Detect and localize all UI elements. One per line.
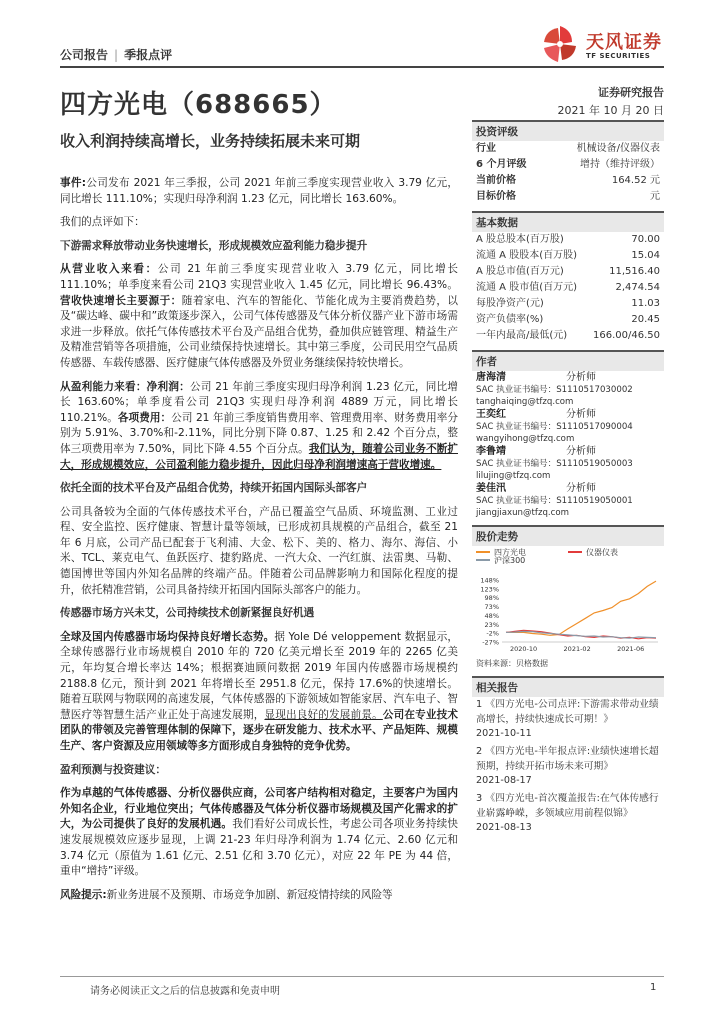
author-entry bbox=[472, 408, 664, 421]
author-entry bbox=[472, 482, 664, 495]
profit-paragraph bbox=[60, 380, 458, 474]
author-name: 李鲁靖 bbox=[476, 446, 506, 457]
related-section-title: 相关报告 bbox=[472, 676, 664, 697]
basic-data-key: A 股总股本(百万股) bbox=[476, 234, 564, 245]
author-cert: SAC 执业证书编号：S1110519050001 bbox=[476, 496, 633, 506]
author-name: 唐海清 bbox=[476, 372, 506, 383]
basic-data-table bbox=[472, 232, 664, 344]
our-view: 我们的点评如下： bbox=[60, 216, 145, 229]
rating-row bbox=[472, 157, 664, 173]
rating-value: 增持（维持评级） bbox=[580, 159, 660, 170]
basic-data-value: 20.45 bbox=[631, 314, 660, 325]
report-type: 证券研究报告 bbox=[598, 86, 664, 99]
author-cert: SAC 执业证书编号：S1110517090004 bbox=[476, 422, 633, 432]
rating-value: 164.52 元 bbox=[611, 175, 660, 186]
related-report-date: 2021-10-11 bbox=[476, 728, 532, 739]
profit-label: 从盈利能力来看：净利润： bbox=[60, 380, 191, 393]
related-report-title: 1 《四方光电-公司点评:下游需求带动业绩高增长，持续快速成长可期！》 bbox=[476, 699, 659, 725]
y-tick-label: -2% bbox=[486, 629, 499, 638]
basic-data-value: 70.00 bbox=[631, 234, 660, 245]
basic-data-row bbox=[472, 296, 664, 312]
series-line bbox=[506, 581, 656, 635]
rating-key: 6 个月评级 bbox=[476, 159, 527, 170]
x-tick-label: 2020-10 bbox=[510, 645, 538, 653]
rating-row bbox=[472, 189, 664, 205]
expense-label: 各项费用： bbox=[117, 411, 172, 424]
sidebar bbox=[472, 120, 664, 838]
category-separator: | bbox=[114, 48, 119, 62]
author-cert: SAC 执业证书编号：S1110519050003 bbox=[476, 459, 633, 469]
basic-data-value: 15.04 bbox=[631, 250, 660, 261]
x-tick-label: 2021-06 bbox=[617, 645, 645, 653]
revenue-paragraph bbox=[60, 262, 458, 371]
y-tick-label: 148% bbox=[480, 576, 499, 585]
event-label: 事件: bbox=[60, 177, 87, 189]
stock-price-chart bbox=[472, 546, 664, 656]
basic-data-row bbox=[472, 232, 664, 248]
section-heading-2: 依托全面的技术平台及产品组合优势，持续开拓国内国际头部客户 bbox=[60, 482, 368, 495]
author-name: 王奕红 bbox=[476, 409, 506, 420]
report-category bbox=[60, 46, 172, 63]
basic-data-key: 每股净资产(元) bbox=[476, 298, 544, 309]
basic-data-row bbox=[472, 264, 664, 280]
related-report-title: 3 《四方光电-首次覆盖报告:在气体传感行业崭露峥嵘，多领域应用前程似锦》 bbox=[476, 793, 659, 819]
tf-securities-logo bbox=[538, 22, 668, 70]
author-email: tanghaiqing@tfzq.com bbox=[476, 397, 574, 407]
basic-data-key: 一年内最高/最低(元) bbox=[476, 330, 568, 341]
author-email: jiangjiaxun@tfzq.com bbox=[476, 508, 570, 518]
basic-data-key: 流通 A 股市值(百万元) bbox=[476, 282, 578, 293]
category-label: 公司报告 bbox=[60, 48, 109, 62]
market-text: 据 Yole Dé veloppement 数据显示，全球传感器行业市场规模自 2010 年的 720 亿美元增长至 2019 年的 2265 亿美元，年均复合增长率达 14%；根据赛迪顾问数据 2019 年国内传感器市场规模约 2188.8 亿元，预计到 2021 年将增长至 2951.8 亿元，保持 17.6%的快速增长。随着互联网与物联网的高速发展，气体传感器的下游领域如智能家居、汽车电子、智慧医疗等智慧生活产业正处于高速发展期， bbox=[60, 630, 458, 721]
x-tick-label: 2021-02 bbox=[563, 645, 591, 653]
y-tick-label: 73% bbox=[484, 603, 499, 612]
risk-label: 风险提示: bbox=[60, 888, 107, 901]
author-name: 姜佳汛 bbox=[476, 483, 506, 494]
forecast-paragraph bbox=[60, 786, 458, 880]
related-report-date: 2021-08-17 bbox=[476, 775, 532, 786]
revenue-reason-label: 营收快速增长主要源于： bbox=[60, 294, 182, 307]
section-heading-4: 盈利预测与投资建议： bbox=[60, 763, 166, 776]
basic-data-value: 11,516.40 bbox=[609, 266, 660, 277]
basic-data-row bbox=[472, 312, 664, 328]
author-cert: SAC 执业证书编号：S1110517030002 bbox=[476, 385, 633, 395]
event-text: 公司发布 2021 年三季报，公司 2021 年前三季度实现营业收入 3.79 亿元，同比增长 111.10%；实现归母净利润 1.23 亿元，同比增长 163.60%。 bbox=[60, 177, 458, 205]
legend-label: 四方光电 bbox=[494, 548, 526, 557]
market-underline: 显现出良好的发展前景。 bbox=[264, 708, 383, 721]
revenue-reason-text: 随着家电、汽车的智能化、节能化成为主要消费趋势，以及“碳达峰、碳中和”政策逐步深入，公司气体传感器及气体分析仪器产业下游市场需求进一步释放。依托气体传感技术平台及产品组合优势，叠加供应链管理、精益生产及精准营销等各项措施，公司业绩保持快速增长。其中第三季度，公司民用空气品质传感器、车载传感器、医疗健康气体传感器及外贸业务继续保持较快增长。 bbox=[60, 294, 459, 369]
basic-data-row bbox=[472, 248, 664, 264]
rating-section-title: 投资评级 bbox=[472, 120, 664, 141]
y-tick-label: -27% bbox=[482, 638, 499, 647]
y-tick-label: 23% bbox=[484, 620, 499, 629]
subcategory-label: 季报点评 bbox=[124, 48, 173, 62]
author-role: 分析师 bbox=[566, 483, 596, 494]
chart-section-title: 股价走势 bbox=[472, 525, 664, 546]
y-tick-label: 48% bbox=[484, 611, 499, 620]
rating-key: 目标价格 bbox=[476, 191, 516, 202]
author-email: wangyihong@tfzq.com bbox=[476, 434, 575, 444]
rating-value: 元 bbox=[650, 191, 660, 202]
revenue-label: 从营业收入来看： bbox=[60, 263, 158, 276]
tech-paragraph: 公司具备较为全面的气体传感技术平台，产品已覆盖空气品质、环境监测、工业过程、安全监控、医疗健康、智慧计量等领域，已形成初具规模的产品组合，截至 21 年 6 月底，公司产品已配套于飞利浦、大金、松下、美的、格力、海尔、海信、小米、TCL、莱克电气、鱼跃医疗、捷豹路虎、一汽大众、一汽红旗、法雷奥、马勒、德国博世等国内外知名品牌的终端产品。伴随着公司品牌影响力和国际化程度的提升，依托精准营销，公司具备持续开拓国内国际头部客户的能力。 bbox=[60, 505, 458, 596]
pinwheel-logo-icon bbox=[538, 22, 582, 68]
related-report-title: 2 《四方光电-半年报点评:业绩快速增长超预期，持续开拓市场未来可期》 bbox=[476, 746, 659, 772]
risk-text: 新业务进展不及预期、市场竞争加剧、新冠疫情持续的风险等 bbox=[106, 888, 393, 901]
author-role: 分析师 bbox=[566, 372, 596, 383]
basics-section-title: 基本数据 bbox=[472, 211, 664, 232]
author-role: 分析师 bbox=[566, 446, 596, 457]
related-reports-list bbox=[472, 697, 664, 838]
legend-label: 沪深300 bbox=[494, 556, 526, 565]
rating-table bbox=[472, 141, 664, 205]
legend-label: 仪器仪表 bbox=[586, 548, 618, 557]
forecast-text: 我们看好公司成长性，考虑公司各项业务持续快速发展规模效应逐步显现，上调 21-23 年归母净利润为 1.74 亿元、2.60 亿元和 3.74 亿元（原值为 1.61 亿元、2.51 亿和 3.70 亿元），对应 22 年 PE 为 44 倍，重申“增持”评级。 bbox=[60, 818, 459, 878]
basic-data-value: 11.03 bbox=[631, 298, 660, 309]
footer-divider bbox=[60, 976, 664, 977]
forecast-bold: 作为卓越的气体传感器、分析仪器供应商，公司客户结构相对稳定，主要客户为国内外知名企业，行业地位突出；气体传感器及气体分析仪器市场规模及国产化需求的扩大，为公司提供了良好的发展机遇。 bbox=[60, 787, 458, 831]
risk-paragraph bbox=[60, 888, 458, 904]
report-headline: 收入利润持续高增长，业务持续拓展未来可期 bbox=[60, 132, 361, 150]
market-paragraph bbox=[60, 630, 458, 755]
y-tick-label: 98% bbox=[484, 594, 499, 603]
rating-row bbox=[472, 141, 664, 157]
profit-text: 公司 21 年前三季度实现归母净利润 1.23 亿元，同比增长 163.60%；单季度看公司 21Q3 实现归母净利润 4889 万元，同比增长 110.21%。 bbox=[60, 380, 458, 424]
rating-key: 行业 bbox=[476, 143, 496, 154]
report-body bbox=[60, 176, 458, 911]
market-bold: 公司在专业技术团队的带领及完善管理体制的保障下，逐步在研发能力、技术水平、产品矩阵、规模生产、客户资源及应用领域等多方面形成自身独特的竞争优势。 bbox=[60, 708, 459, 752]
chart-source: 资料来源：贝格数据 bbox=[476, 659, 548, 668]
rating-key: 当前价格 bbox=[476, 175, 516, 186]
logo-text-cn: 天风证券 bbox=[586, 32, 662, 53]
report-date: 2021 年 10 月 20 日 bbox=[557, 104, 664, 117]
market-label: 全球及国内传感器市场均保持良好增长态势。 bbox=[60, 630, 275, 643]
basic-data-value: 166.00/46.50 bbox=[593, 330, 660, 341]
basic-data-row bbox=[472, 328, 664, 344]
authors-section-title: 作者 bbox=[472, 350, 664, 371]
footer-disclaimer: 请务必阅读正文之后的信息披露和免责申明 bbox=[90, 986, 280, 997]
author-email: lilujing@tfzq.com bbox=[476, 471, 551, 481]
basic-data-row bbox=[472, 280, 664, 296]
logo-text-en: TF SECURITIES bbox=[586, 52, 651, 60]
author-list bbox=[472, 371, 664, 519]
revenue-text: 公司 21 年前三季度实现营业收入 3.79 亿元，同比增长 111.10%；单季度来看公司 21Q3 实现营业收入 1.45 亿元，同比增长 96.43%。 bbox=[60, 263, 458, 291]
basic-data-key: 资产负债率(%) bbox=[476, 314, 544, 325]
profit-conclusion: 我们认为，随着公司业务不断扩大，形成规模效应，公司盈利能力稳步提升，因此归母净利润增速高于营收增速。 bbox=[60, 442, 458, 471]
rating-value: 机械设备/仪器仪表 bbox=[576, 143, 660, 154]
rating-row bbox=[472, 173, 664, 189]
related-report-date: 2021-08-13 bbox=[476, 822, 532, 833]
y-tick-label: 123% bbox=[480, 585, 499, 594]
author-role: 分析师 bbox=[566, 409, 596, 420]
section-heading-1: 下游需求释放带动业务快速增长，形成规模效应盈利能力稳步提升 bbox=[60, 239, 368, 252]
basic-data-value: 2,474.54 bbox=[615, 282, 660, 293]
event-paragraph bbox=[60, 176, 458, 207]
header-divider bbox=[60, 66, 664, 68]
page-number: 1 bbox=[650, 982, 657, 993]
basic-data-key: 流通 A 股股本(百万股) bbox=[476, 250, 578, 261]
author-entry bbox=[472, 371, 664, 384]
basic-data-key: A 股总市值(百万元) bbox=[476, 266, 564, 277]
company-title: 四方光电（688665） bbox=[60, 90, 337, 120]
author-entry bbox=[472, 445, 664, 458]
expense-text: 公司 21 年前三季度销售费用率、管理费用率、财务费用率分别为 5.91%、3.70%和-2.11%，同比分别下降 0.87、1.25 和 2.42 个百分点，整体三项费用率为 7.50%，同比下降 4.55 个百分点。 bbox=[60, 411, 459, 455]
section-heading-3: 传感器市场方兴未艾，公司持续技术创新紧握良好机遇 bbox=[60, 607, 315, 620]
